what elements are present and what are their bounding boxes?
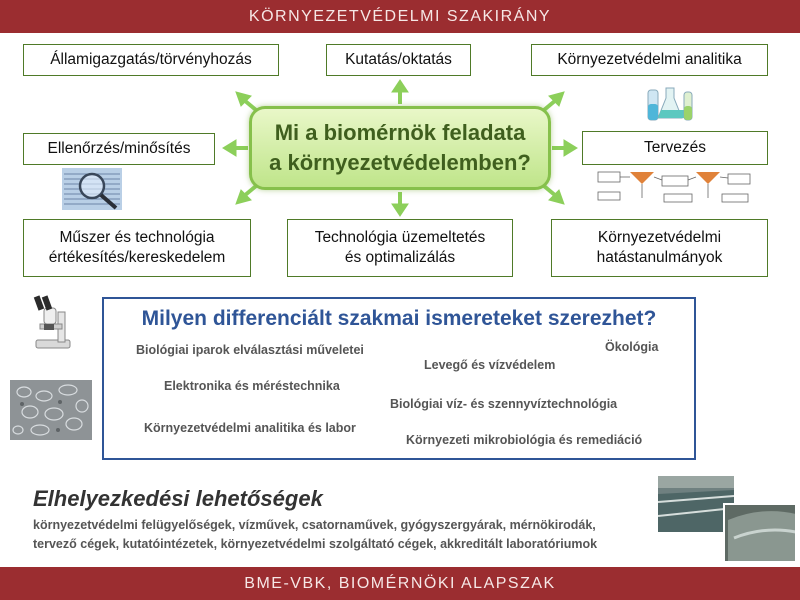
process-diagram-image xyxy=(592,168,756,208)
role-label-line1: Környezetvédelmi xyxy=(597,228,722,246)
role-label: Kutatás/oktatás xyxy=(345,50,452,68)
skill-item: Ökológia xyxy=(605,340,659,354)
central-question xyxy=(249,106,551,190)
role-label-line1: Technológia üzemeltetés xyxy=(314,228,486,246)
microscope-image xyxy=(30,294,74,350)
skill-item: Elektronika és méréstechnika xyxy=(164,379,340,393)
central-question-line1: Mi a biomérnök feladata xyxy=(274,120,526,145)
role-label-line2: és optimalizálás xyxy=(344,249,456,266)
careers-list xyxy=(33,516,673,554)
header-title: KÖRNYEZETVÉDELMI SZAKIRÁNY xyxy=(248,8,552,25)
central-question-line2: a környezetvédelemben? xyxy=(269,149,531,175)
micrograph-image xyxy=(10,380,92,440)
skill-item: Környezetvédelmi analitika és labor xyxy=(144,421,356,435)
careers-title: Elhelyezkedési lehetőségek xyxy=(33,486,323,511)
role-label: Ellenőrzés/minősítés xyxy=(47,139,191,157)
skills-title: Milyen differenciált szakmai ismereteket szerezhet? xyxy=(141,307,657,330)
lab-flasks-image xyxy=(640,82,696,124)
footer-title: BME-VBK, BIOMÉRNÖKI ALAPSZAK xyxy=(244,575,556,592)
skill-item: Biológiai víz- és szennyvíztechnológia xyxy=(390,397,618,411)
skill-item: Környezeti mikrobiológia és remediáció xyxy=(406,433,643,447)
role-label: Környezetvédelmi analitika xyxy=(557,50,742,68)
role-label: Tervezés xyxy=(643,138,707,156)
careers-line2: tervező cégek, kutatóintézetek, környezetvédelmi szolgáltató cégek, akkreditált laboratóriumok xyxy=(33,537,598,551)
footer-band xyxy=(0,567,800,600)
skills-panel xyxy=(102,297,696,460)
role-label-line2: hatástanulmányok xyxy=(596,249,723,266)
role-label: Államigazgatás/törvényhozás xyxy=(50,50,252,68)
wastewater-basin-image xyxy=(658,476,796,562)
skill-item: Biológiai iparok elválasztási műveletei xyxy=(136,343,364,357)
role-label-line2: értékesítés/kereskedelem xyxy=(48,249,226,266)
role-label-line1: Műszer és technológia xyxy=(59,228,215,246)
magnifier-document-image xyxy=(62,168,122,210)
skill-item: Levegő és vízvédelem xyxy=(424,358,556,372)
careers-line1: környezetvédelmi felügyelőségek, vízművek, csatornaművek, gyógyszergyárak, mérnökirodák, xyxy=(33,518,596,532)
